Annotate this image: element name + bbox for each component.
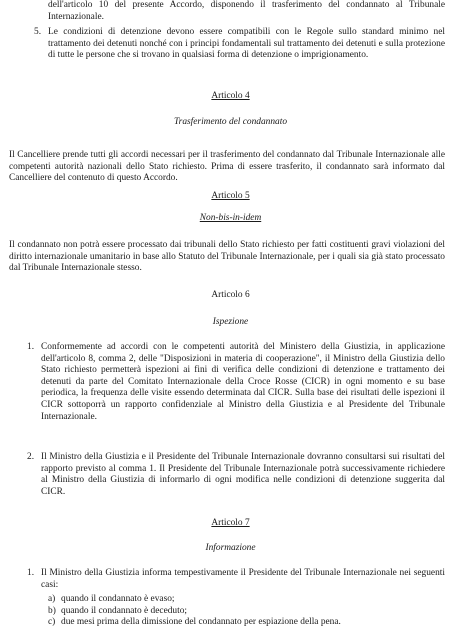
subitem-label: c) — [48, 617, 56, 628]
article-5-body: Il condannato non potrà essere processato dai tribunali dello Stato richiesto per fatti costituenti gravi violazioni del diritto internazionale umanitario in base allo Statuto del Tribunale Internazionale, per i quali sia già stato processato dal Tribunale Internazionale stesso. — [9, 240, 445, 274]
list-text: Le condizioni di detenzione devono essere compatibili con le Regole sullo standard minimo nel trattamento dei detenuti nonché con i principi fondamentali sul trattamento dei detenuti e sulla protezione di tutte le persone che si trovano in qualsiasi forma di detenzione o imprigionamento. — [48, 27, 445, 61]
list-text: Il Ministro della Giustizia e il Presidente del Tribunale Internazionale dovranno consultarsi sui risultati del rapporto previsto al comma 1. Il Presidente del Tribunale Internazionale potrà successivamente richiedere al Ministro della Giustizia di informarlo di ogni modifica nelle condizioni di detenzione suggerita dal CICR. — [41, 452, 445, 497]
list-text: Conformemente ad accordi con le competenti autorità del Ministero della Giustizia, in applicazione dell'articolo 8, comma 2, delle "Disposizioni in materia di cooperazione", il Ministro della Giustizia dello Stato richiesto permetterà ispezioni ai fini di verifica delle condizioni di detenzione e trattamento dei detenuti da parte del Comitato Internazionale della Croce Rosse (CICR) in ogni momento e su base periodica, la frequenza delle visite essendo determinata dal CICR. Sulla base dei risultati delle ispezioni il CICR sottoporrà un rapporto confidenziale al Ministro della Giustizia e al Presidente del Tribunale Internazionale. — [41, 342, 445, 422]
article-6-subtitle: Ispezione — [212, 317, 249, 327]
article-6-item-1 — [27, 342, 445, 423]
article-7-subitems — [48, 594, 445, 629]
continuation-text: dell'articolo 10 del presente Accordo, disponendo il trasferimento del condannato al Tribunale Internazionale. — [48, 0, 445, 22]
subitem-label: a) — [48, 594, 56, 604]
list-text: Il Ministro della Giustizia informa tempestivamente il Presidente del Tribunale Internazionale nei seguenti casi: — [41, 568, 445, 590]
subitem-label: b) — [48, 605, 56, 616]
subitem-text: due mesi prima della dimissione del condannato per espiazione della pena. — [61, 617, 341, 628]
list-item-5 — [34, 27, 445, 62]
article-7-heading: Articolo 7 — [211, 518, 250, 528]
list-number: 5. — [34, 27, 42, 37]
subitem-text: quando il condannato è evaso; — [61, 594, 175, 604]
article-4-body: Il Cancelliere prende tutti gli accordi necessari per il trasferimento del condannato dal Tribunale Internazionale alle competenti autorità nazionali dello Stato richiesto. Prima di essere trasferito, il condannato sarà informato dal Cancelliere del contenuto di questo Accordo. — [9, 150, 445, 184]
article-7-item-1 — [27, 568, 445, 591]
subitem — [48, 594, 445, 606]
article-7-subtitle: Informazione — [205, 543, 256, 553]
article-4-heading: Articolo 4 — [211, 91, 250, 101]
list-number: 2. — [27, 452, 35, 462]
article-5-heading: Articolo 5 — [211, 191, 250, 201]
article-4-subtitle: Trasferimento del condannato — [173, 117, 288, 127]
subitem — [48, 606, 445, 618]
article-5-subtitle: Non-bis-in-idem — [199, 213, 262, 223]
article-6-heading: Articolo 6 — [211, 290, 250, 300]
subitem-text: quando il condannato è deceduto; — [61, 605, 187, 616]
article-6-item-2 — [27, 452, 445, 498]
subitem — [48, 617, 445, 629]
list-number: 1. — [27, 568, 35, 578]
list-number: 1. — [27, 342, 35, 352]
